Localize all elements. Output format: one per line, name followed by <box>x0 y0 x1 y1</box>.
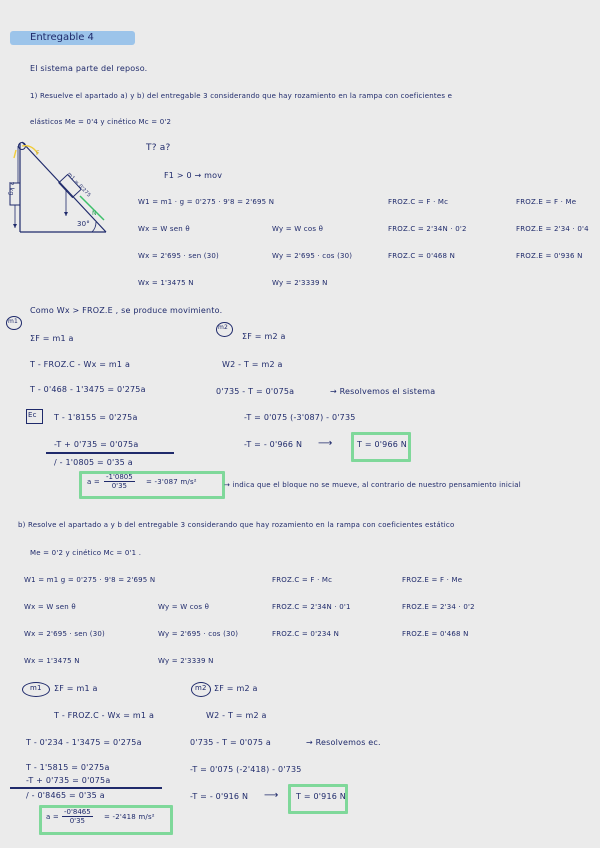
part-b-m1-tag: m1 <box>30 684 42 692</box>
part-a-note: Como Wx > FROZ.E , se produce movimiento. <box>30 306 223 315</box>
part-a-a-lhs: a = <box>87 478 100 486</box>
diagram-angle: 30° <box>77 220 91 228</box>
diagram-f-label: F <box>36 150 40 157</box>
part-a-ec: Ec <box>28 411 37 419</box>
part-a-row-2-col-1: Wy = 2'695 · cos (30) <box>272 252 353 260</box>
part-a-row-1-col-1: Wy = W cos θ <box>272 225 324 233</box>
part-a-statement-2: elásticos Me = 0'4 y cinético Mc = 0'2 <box>30 118 172 126</box>
part-a-t-result: T = 0'966 N <box>357 440 407 449</box>
part-b-a-den: 0'35 <box>69 817 85 825</box>
part-a-row-1-col-2: FROZ.C = 2'34N · 0'2 <box>388 225 467 233</box>
part-a-m1-l6: / - 1'0805 = 0'35 a <box>54 458 133 467</box>
part-b-a-lhs: a = <box>46 813 59 821</box>
part-b-m2-l3: 0'735 - T = 0'075 a <box>190 738 272 747</box>
part-b-m1-l6: / - 0'8465 = 0'35 a <box>26 791 105 800</box>
part-b-row-1-col-0: Wx = W sen θ <box>24 603 76 611</box>
sum-line-b <box>10 787 162 789</box>
part-a-m1-l3: T - 0'468 - 1'3475 = 0'275a <box>30 385 146 394</box>
part-a-a-rhs: = -3'087 m/s² <box>146 478 197 486</box>
part-a-row-0-col-0: W1 = m1 · g = 0'275 · 9'8 = 2'695 N <box>138 198 275 206</box>
arrow-icon-b: ⟶ <box>264 790 279 801</box>
part-a-row-0-col-3: FROZ.E = F · Me <box>516 198 577 206</box>
part-b-a-num: -0'8465 <box>64 808 91 816</box>
part-b-m1-l2: T - FROZ.C - Wx = m1 a <box>54 711 155 720</box>
part-a-a-num: -1'0805 <box>106 473 133 481</box>
part-b-m1-l3: T - 0'234 - 1'3475 = 0'275a <box>26 738 142 747</box>
part-a-a-den: 0'35 <box>111 482 127 490</box>
part-a-conclusion: → indica que el bloque no se mueve, al contrario de nuestro pensamiento inicial <box>224 481 521 489</box>
part-a-row-0-col-2: FROZ.C = F · Mc <box>388 198 449 206</box>
part-a-condition: F1 > 0 → mov <box>164 171 223 180</box>
part-b-m1-l5: -T + 0'735 = 0'075a <box>26 776 111 785</box>
part-b-m1-l1: ΣF = m1 a <box>54 684 98 693</box>
part-a-m2-l5: -T = - 0'966 N <box>244 440 303 449</box>
part-b-row-2-col-0: Wx = 2'695 · sen (30) <box>24 630 105 638</box>
part-b-m2-l2: W2 - T = m2 a <box>206 711 267 720</box>
part-a-m2-l4: -T = 0'075 (-3'087) - 0'735 <box>244 413 356 422</box>
part-b-row-0-col-2: FROZ.C = F · Mc <box>272 576 333 584</box>
part-a-m2-tag: m2 <box>218 324 229 331</box>
diagram-label-m1: m1 = 0'275 <box>65 171 92 199</box>
part-b-row-2-col-3: FROZ.E = 0'468 N <box>402 630 469 638</box>
part-a-row-3-col-0: Wx = 1'3475 N <box>138 279 194 287</box>
part-a-m1-l5: -T + 0'735 = 0'075a <box>54 440 139 449</box>
part-a-m2-l1: ΣF = m2 a <box>242 332 286 341</box>
part-b-row-1-col-2: FROZ.C = 2'34N · 0'1 <box>272 603 351 611</box>
part-b-statement-1: b) Resolve el apartado a y b del entregable 3 considerando que hay rozamiento en la rampa con coeficientes estático <box>18 521 455 529</box>
part-a-question: T? a? <box>146 143 171 153</box>
part-b-a-fraction <box>62 808 93 825</box>
part-b-row-2-col-1: Wy = 2'695 · cos (30) <box>158 630 239 638</box>
incline-diagram <box>8 138 108 238</box>
part-a-row-2-col-2: FROZ.C = 0'468 N <box>388 252 456 260</box>
intro-text: El sistema parte del reposo. <box>30 64 148 73</box>
part-b-m2-l3b: → Resolvemos ec. <box>306 738 381 747</box>
part-b-m2-tag: m2 <box>195 684 207 692</box>
part-a-row-1-col-0: Wx = W sen θ <box>138 225 190 233</box>
part-b-row-0-col-3: FROZ.E = F · Me <box>402 576 463 584</box>
part-a-m2-l3b: → Resolvemos el sistema <box>330 387 436 396</box>
part-a-m1-l4: T - 1'8155 = 0'275a <box>54 413 138 422</box>
part-a-m2-l3: 0'735 - T = 0'075a <box>216 387 295 396</box>
part-a-m2-l2: W2 - T = m2 a <box>222 360 283 369</box>
part-b-row-0-col-0: W1 = m1 g = 0'275 · 9'8 = 2'695 N <box>24 576 156 584</box>
part-b-statement-2: Me = 0'2 y cinético Mc = 0'1 . <box>30 549 142 557</box>
arrow-icon: ⟶ <box>318 438 333 449</box>
part-b-row-3-col-1: Wy = 2'3339 N <box>158 657 214 665</box>
sum-line <box>46 452 174 454</box>
part-b-m2-l4: -T = 0'075 (-2'418) - 0'735 <box>190 765 302 774</box>
diagram-label-2kg: 2 kg <box>7 181 15 196</box>
part-a-row-3-col-1: Wy = 2'3339 N <box>272 279 328 287</box>
part-b-t-result: T = 0'916 N <box>296 792 346 801</box>
part-a-statement-1: 1) Resuelve el apartado a) y b) del entregable 3 considerando que hay rozamiento en la rampa con coeficientes e <box>30 92 453 100</box>
part-b-m2-l5: -T = - 0'916 N <box>190 792 249 801</box>
part-a-row-1-col-3: FROZ.E = 2'34 · 0'4 <box>516 225 589 233</box>
part-b-row-2-col-2: FROZ.C = 0'234 N <box>272 630 340 638</box>
part-a-m1-l2: T - FROZ.C - Wx = m1 a <box>30 360 131 369</box>
part-b-row-1-col-1: Wy = W cos θ <box>158 603 210 611</box>
part-a-row-2-col-3: FROZ.E = 0'936 N <box>516 252 583 260</box>
part-b-m2-l1: ΣF = m2 a <box>214 684 258 693</box>
page-title: Entregable 4 <box>30 32 94 43</box>
part-b-row-1-col-3: FROZ.E = 2'34 · 0'2 <box>402 603 475 611</box>
part-a-m1-tag: m1 <box>8 318 19 325</box>
diagram-n-label: N <box>92 210 97 217</box>
part-a-m1-l1: ΣF = m1 a <box>30 334 74 343</box>
part-a-a-fraction <box>104 473 135 490</box>
part-b-m1-l4: T - 1'5815 = 0'275a <box>26 763 110 772</box>
part-a-row-2-col-0: Wx = 2'695 · sen (30) <box>138 252 219 260</box>
part-b-a-rhs: = -2'418 m/s² <box>104 813 155 821</box>
part-b-row-3-col-0: Wx = 1'3475 N <box>24 657 80 665</box>
